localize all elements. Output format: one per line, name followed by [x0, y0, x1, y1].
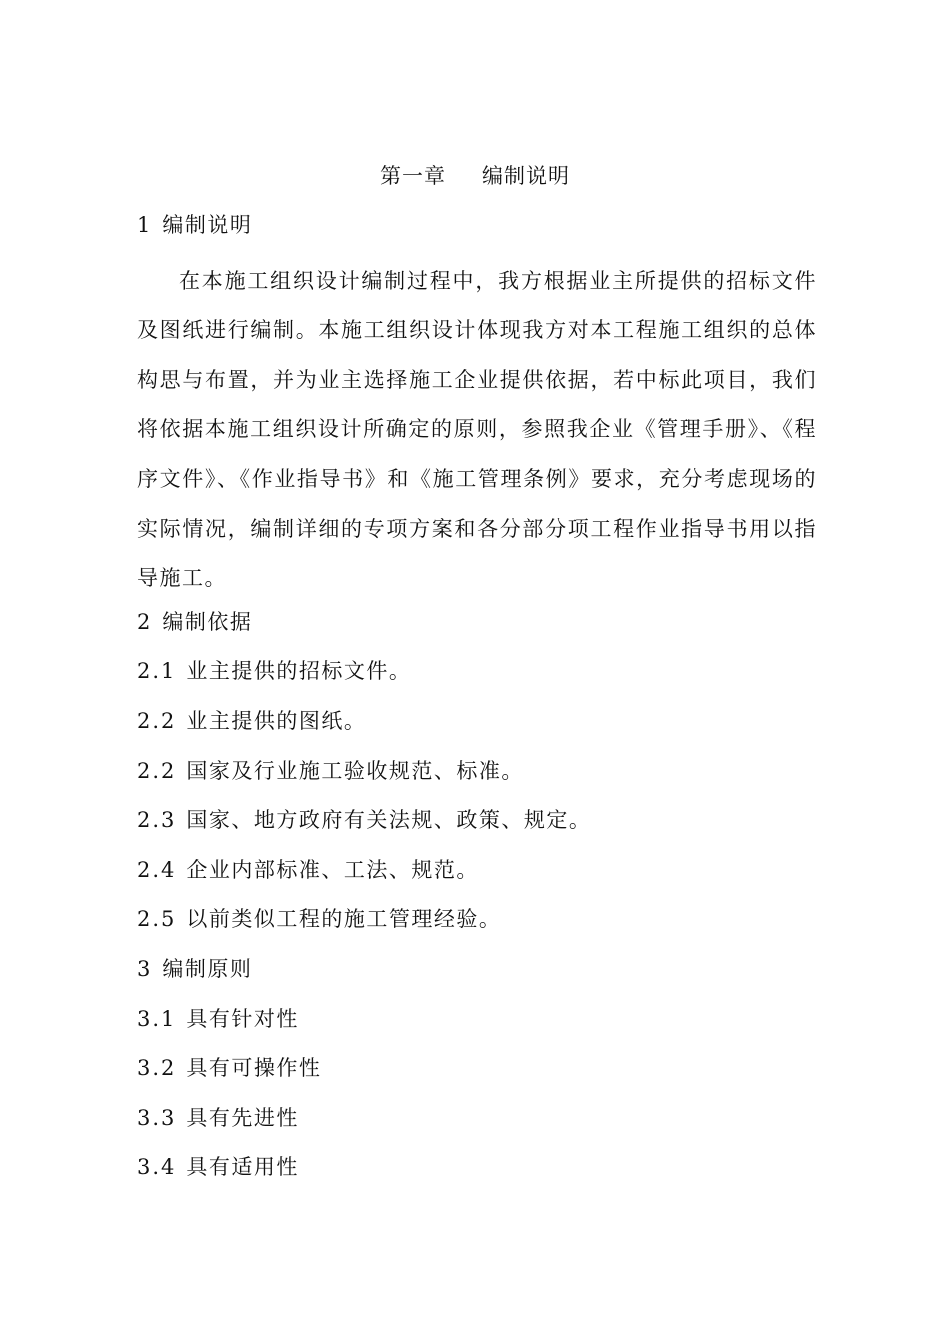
item-number: 3.4 — [137, 1155, 177, 1180]
item-text: 具有针对性 — [186, 1006, 299, 1031]
item-text: 业主提供的图纸。 — [186, 708, 367, 733]
section-number: 3 — [137, 956, 153, 981]
item-number: 2.3 — [137, 808, 177, 833]
section-heading — [137, 951, 817, 1001]
item-number: 3.2 — [137, 1056, 177, 1081]
list-item — [137, 1100, 817, 1150]
document-body — [137, 207, 817, 1199]
section-title: 编制原则 — [162, 956, 253, 981]
list-item — [137, 753, 817, 803]
item-text: 具有适用性 — [186, 1155, 299, 1180]
item-number: 2.2 — [137, 708, 177, 733]
list-item — [137, 1149, 817, 1199]
item-text: 具有先进性 — [186, 1105, 299, 1130]
list-item — [137, 703, 817, 753]
item-number: 2.1 — [137, 659, 177, 684]
item-number: 3.1 — [137, 1006, 177, 1031]
item-number: 2.4 — [137, 857, 177, 882]
section-number: 1 — [137, 213, 153, 237]
chapter-number: 第一章 — [380, 164, 446, 188]
section-paragraph: 在本施工组织设计编制过程中，我方根据业主所提供的招标文件及图纸进行编制。本施工组织设计体现我方对本工程施工组织的总体构思与布置，并为业主选择施工企业提供依据，若中标此项目，我们将依据本施工组织设计所确定的原则，参照我企业《管理手册》、《程序文件》、《作业指导书》和《施工管理条例》要求，充分考虑现场的实际情况，编制详细的专项方案和各分部分项工程作业指导书用以指导施工。 — [137, 268, 817, 591]
chapter-name: 编制说明 — [482, 164, 570, 188]
item-text: 企业内部标准、工法、规范。 — [186, 857, 479, 882]
section-heading — [137, 604, 817, 654]
list-item — [137, 1001, 817, 1051]
item-text: 国家及行业施工验收规范、标准。 — [186, 758, 524, 783]
item-text: 国家、地方政府有关法规、政策、规定。 — [186, 808, 592, 833]
item-number: 2.5 — [137, 907, 177, 932]
list-item — [137, 802, 817, 852]
item-text: 以前类似工程的施工管理经验。 — [186, 907, 502, 932]
section-title: 编制依据 — [162, 609, 253, 634]
list-item — [137, 1050, 817, 1100]
item-text: 业主提供的招标文件。 — [186, 659, 412, 684]
item-number: 2.2 — [137, 758, 177, 783]
section-heading — [137, 207, 817, 257]
list-item — [137, 852, 817, 902]
item-text: 具有可操作性 — [186, 1056, 322, 1081]
section-title: 编制说明 — [162, 213, 253, 237]
section-number: 2 — [137, 609, 153, 634]
item-number: 3.3 — [137, 1105, 177, 1130]
chapter-title — [0, 158, 950, 194]
list-item — [137, 653, 817, 703]
list-item — [137, 901, 817, 951]
